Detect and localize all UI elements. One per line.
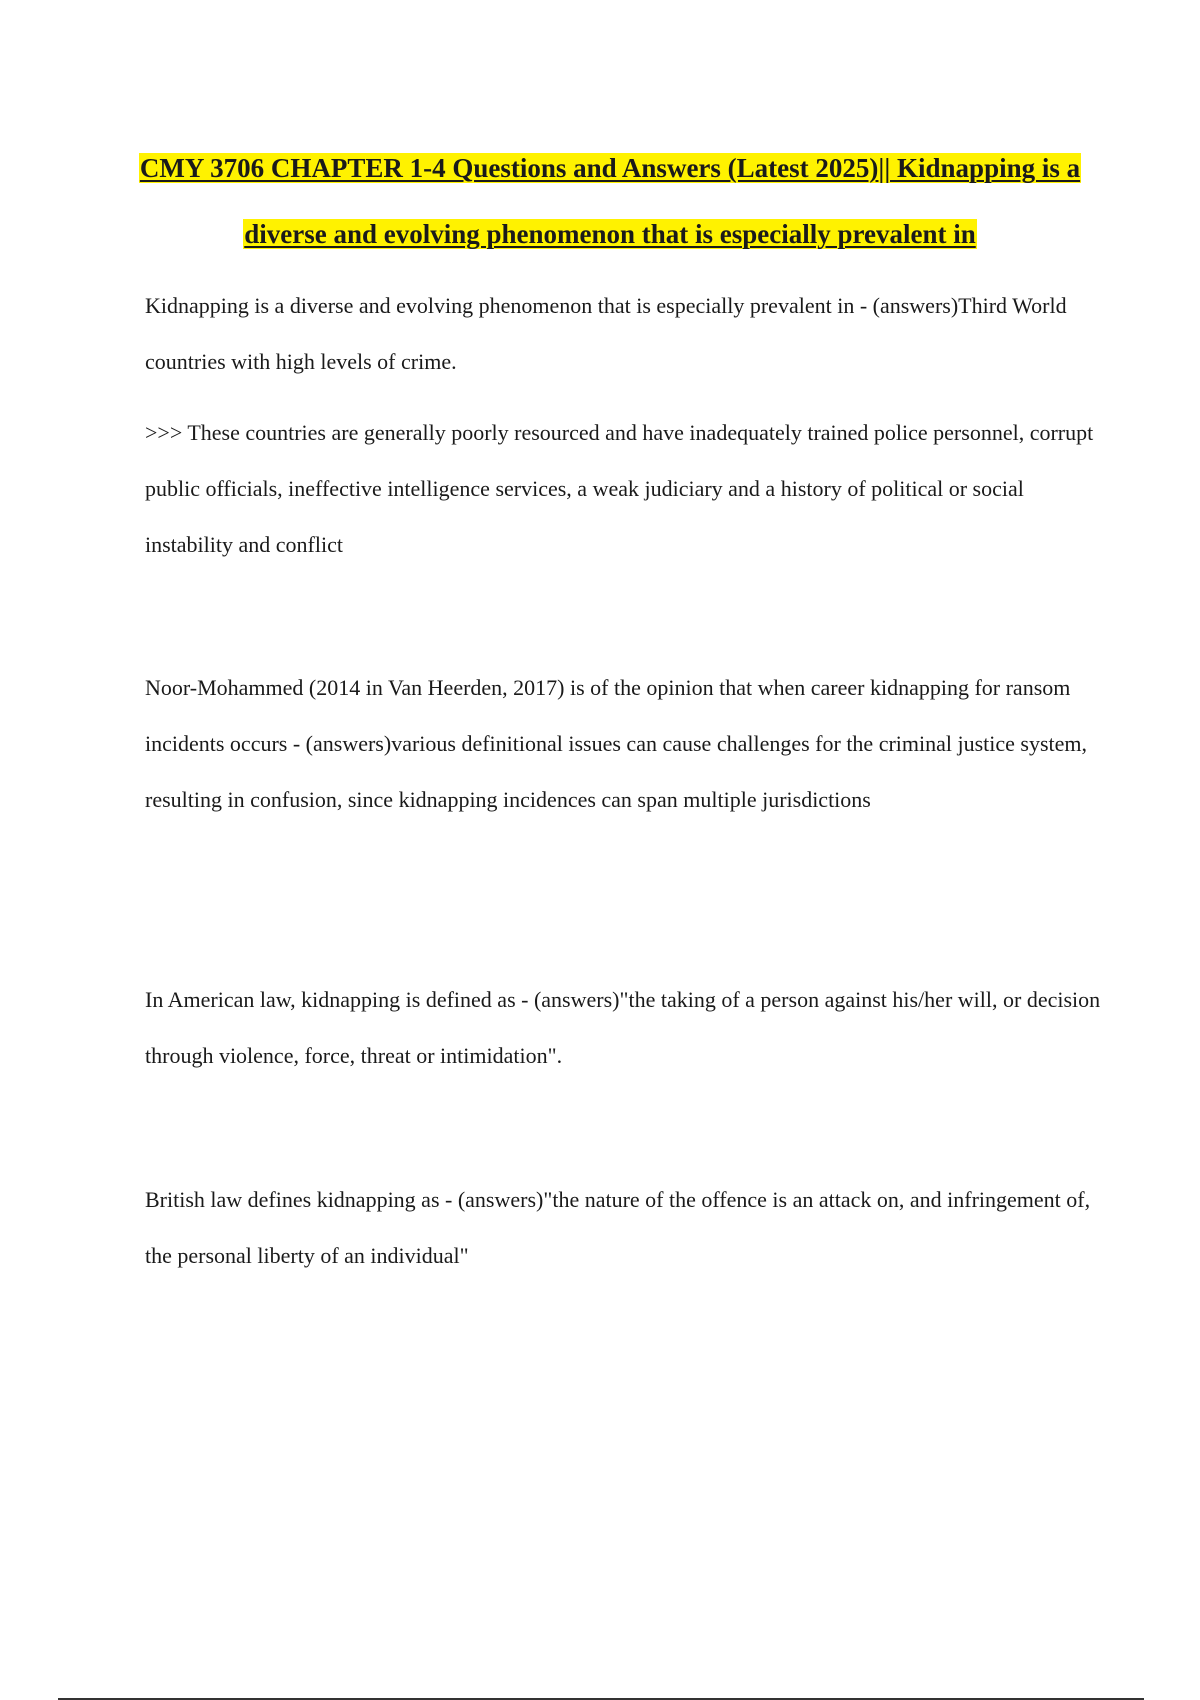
qa-item-4-question: British law defines kidnapping as - (answers)"the nature of the offence is an attack on, and infringement of, the personal liberty of an individual" bbox=[145, 1187, 1091, 1268]
document-title bbox=[130, 135, 1090, 267]
qa-item-1-note: >>> These countries are generally poorly resourced and have inadequately trained police personnel, corrupt public officials, ineffective intelligence services, a weak judiciary and a history of political or social instability and conflict bbox=[145, 420, 1094, 557]
document-title-text: CMY 3706 CHAPTER 1-4 Questions and Answers (Latest 2025)|| Kidnapping is a diverse and evolving phenomenon that is especially prevalent in bbox=[139, 153, 1081, 249]
qa-item-2-question: Noor-Mohammed (2014 in Van Heerden, 2017) is of the opinion that when career kidnapping for ransom incidents occurs - (answers)various definitional issues can cause challenges for the criminal justice system, resulting in confusion, since kidnapping incidences can span multiple jurisdictions bbox=[145, 675, 1088, 812]
qa-item-1-question: Kidnapping is a diverse and evolving phenomenon that is especially prevalent in - (answers)Third World countries with high levels of crime. bbox=[145, 293, 1067, 374]
qa-item-3-question: In American law, kidnapping is defined as - (answers)"the taking of a person against his/her will, or decision through violence, force, threat or intimidation". bbox=[145, 987, 1101, 1068]
